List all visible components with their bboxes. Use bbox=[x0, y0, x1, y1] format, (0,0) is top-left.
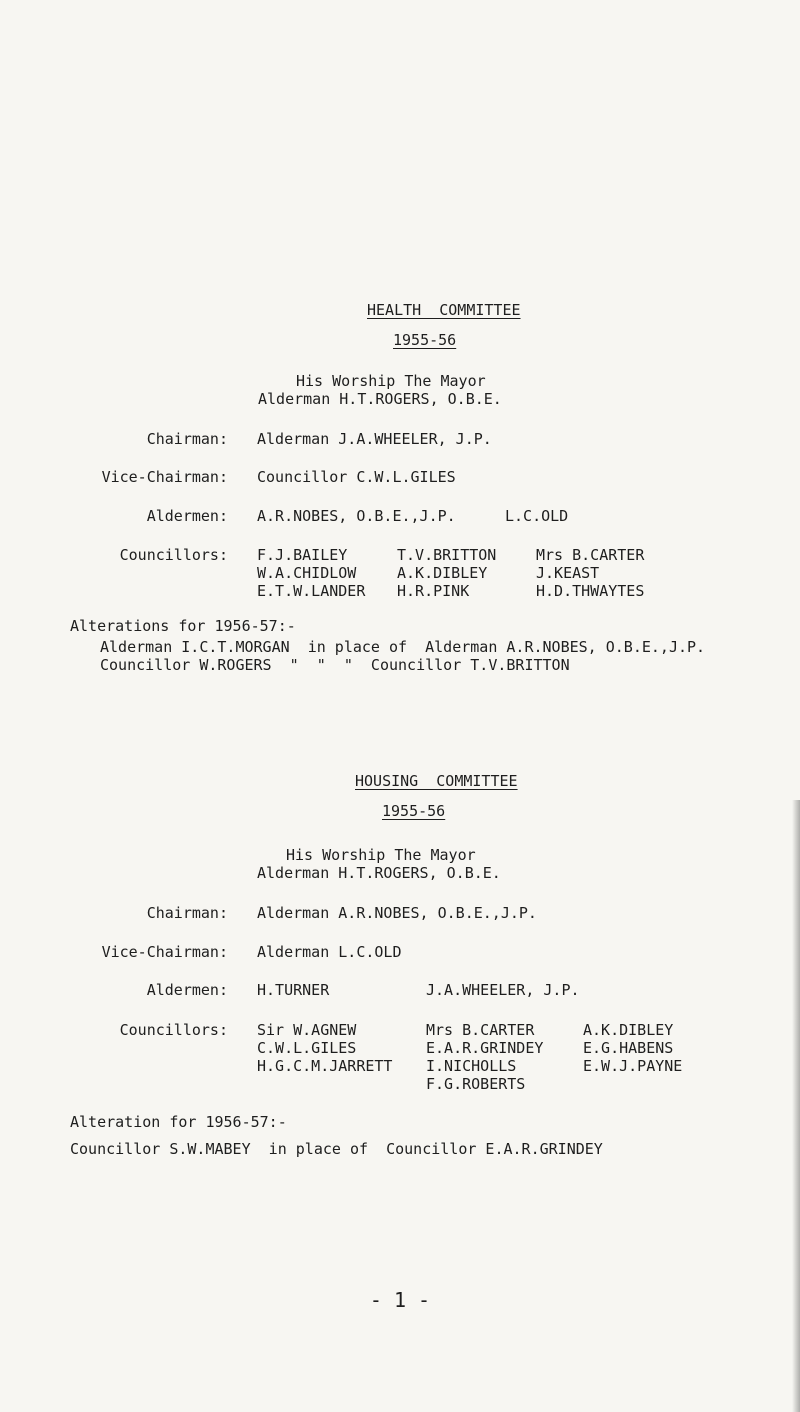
health-chairman: Alderman J.A.WHEELER, J.P. bbox=[257, 430, 492, 448]
health-aldermen-label: Aldermen: bbox=[146, 507, 228, 525]
health-alderman: A.R.NOBES, O.B.E.,J.P. bbox=[257, 507, 456, 525]
housing-alderman: J.A.WHEELER, J.P. bbox=[426, 981, 580, 999]
housing-councillors-label: Councillors: bbox=[119, 1021, 228, 1039]
health-councillor: T.V.BRITTON bbox=[397, 546, 497, 564]
housing-councillor: E.A.R.GRINDEY bbox=[426, 1039, 544, 1057]
housing-committee-title: HOUSING COMMITTEE bbox=[355, 772, 518, 790]
housing-year: 1955-56 bbox=[382, 802, 446, 820]
health-alteration-line: Alderman I.C.T.MORGAN in place of Alderman A.R.NOBES, O.B.E.,J.P. bbox=[100, 638, 706, 656]
housing-councillor: E.W.J.PAYNE bbox=[583, 1057, 683, 1075]
housing-vice-chairman-label: Vice-Chairman: bbox=[101, 943, 228, 961]
housing-councillor: F.G.ROBERTS bbox=[426, 1075, 526, 1093]
health-committee-title: HEALTH COMMITTEE bbox=[367, 301, 521, 319]
health-chairman-label: Chairman: bbox=[146, 430, 228, 448]
health-councillor: E.T.W.LANDER bbox=[257, 582, 366, 600]
health-councillor: J.KEAST bbox=[536, 564, 600, 582]
health-councillors-label: Councillors: bbox=[119, 546, 228, 564]
housing-mayor-line2: Alderman H.T.ROGERS, O.B.E. bbox=[257, 864, 501, 882]
housing-alderman: H.TURNER bbox=[257, 981, 330, 999]
health-councillor: H.R.PINK bbox=[397, 582, 470, 600]
housing-chairman: Alderman A.R.NOBES, O.B.E.,J.P. bbox=[257, 904, 537, 922]
housing-aldermen-label: Aldermen: bbox=[146, 981, 228, 999]
health-vice-chairman: Councillor C.W.L.GILES bbox=[257, 468, 456, 486]
page-number: - 1 - bbox=[369, 1288, 431, 1312]
housing-vice-chairman: Alderman L.C.OLD bbox=[257, 943, 402, 961]
health-councillor: H.D.THWAYTES bbox=[536, 582, 645, 600]
health-alterations-heading: Alterations for 1956-57:- bbox=[70, 617, 296, 635]
housing-councillor: Sir W.AGNEW bbox=[257, 1021, 357, 1039]
housing-councillor: H.G.C.M.JARRETT bbox=[257, 1057, 393, 1075]
housing-mayor-line1: His Worship The Mayor bbox=[286, 846, 476, 864]
housing-chairman-label: Chairman: bbox=[146, 904, 228, 922]
health-councillor: W.A.CHIDLOW bbox=[257, 564, 357, 582]
housing-councillor: I.NICHOLLS bbox=[426, 1057, 517, 1075]
health-councillor: F.J.BAILEY bbox=[257, 546, 348, 564]
health-mayor-line2: Alderman H.T.ROGERS, O.B.E. bbox=[258, 390, 502, 408]
health-year: 1955-56 bbox=[393, 331, 457, 349]
health-councillor: Mrs B.CARTER bbox=[536, 546, 645, 564]
housing-councillor: E.G.HABENS bbox=[583, 1039, 674, 1057]
health-alderman: L.C.OLD bbox=[505, 507, 569, 525]
housing-alteration-heading: Alteration for 1956-57:- bbox=[70, 1113, 287, 1131]
housing-councillor: A.K.DIBLEY bbox=[583, 1021, 674, 1039]
health-alteration-line: Councillor W.ROGERS " " " Councillor T.V.BRITTON bbox=[100, 656, 570, 674]
scan-edge-shadow bbox=[792, 800, 800, 1412]
housing-councillor: C.W.L.GILES bbox=[257, 1039, 357, 1057]
housing-councillor: Mrs B.CARTER bbox=[426, 1021, 535, 1039]
health-mayor-line1: His Worship The Mayor bbox=[296, 372, 486, 390]
health-councillor: A.K.DIBLEY bbox=[397, 564, 488, 582]
health-vice-chairman-label: Vice-Chairman: bbox=[101, 468, 228, 486]
housing-alteration-line: Councillor S.W.MABEY in place of Councillor E.A.R.GRINDEY bbox=[70, 1140, 603, 1158]
